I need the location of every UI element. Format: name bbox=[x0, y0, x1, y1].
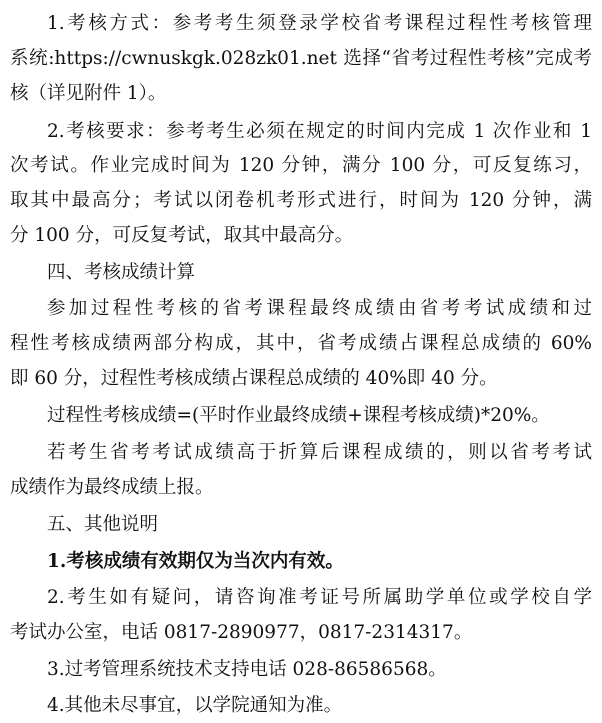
assessment-requirement-line-1: 2.考核要求：参考考生必须在规定的时间内完成 1 次作业和 1 bbox=[47, 121, 592, 142]
score-calculation-line-3: 即 60 分，过程性考核成绩占课程总成绩的 40%即 40 分。 bbox=[10, 368, 498, 389]
contact-note-line-1: 2.考生如有疑问，请咨询准考证号所属助学单位或学校自学 bbox=[47, 587, 592, 608]
contact-note-line-2: 考试办公室，电话 0817-2890977，0817-2314317。 bbox=[10, 622, 473, 643]
section-heading-other-notes: 五、其他说明 bbox=[47, 514, 159, 535]
other-matters-line: 4.其他未尽事宜，以学院通知为准。 bbox=[47, 695, 343, 716]
technical-support-line: 3.过考管理系统技术支持电话 028-86586568。 bbox=[47, 659, 447, 680]
score-calculation-line-2: 程性考核成绩两部分构成，其中，省考成绩占课程总成绩的 60% bbox=[10, 333, 592, 354]
assessment-requirement-line-3: 取其中最高分；考试以闭卷机考形式进行，时间为 120 分钟，满 bbox=[10, 190, 592, 211]
score-rule-line-1: 若考生省考考试成绩高于折算后课程成绩的，则以省考考试 bbox=[47, 442, 592, 463]
assessment-requirement-line-4: 分 100 分，可反复考试，取其中最高分。 bbox=[10, 225, 354, 246]
assessment-requirement-line-2: 次考试。作业完成时间为 120 分钟，满分 100 分，可反复练习， bbox=[10, 155, 592, 176]
assessment-method-line-3: 核（详见附件 1）。 bbox=[10, 83, 167, 104]
section-heading-score-calculation: 四、考核成绩计算 bbox=[47, 262, 196, 283]
score-formula-line: 过程性考核成绩=(平时作业最终成绩+课程考核成绩)*20%。 bbox=[47, 405, 550, 426]
assessment-method-line-2: 系统:https://cwnuskgk.028zk01.net 选择“省考过程性考核”完成考 bbox=[10, 48, 592, 69]
score-rule-line-2: 成绩作为最终成绩上报。 bbox=[10, 477, 214, 498]
assessment-method-line-1: 1.考核方式：参考考生须登录学校省考课程过程性考核管理 bbox=[47, 13, 592, 34]
score-calculation-line-1: 参加过程性考核的省考课程最终成绩由省考考试成绩和过 bbox=[47, 298, 592, 319]
validity-note-line: 1.考核成绩有效期仅为当次内有效。 bbox=[47, 551, 344, 572]
